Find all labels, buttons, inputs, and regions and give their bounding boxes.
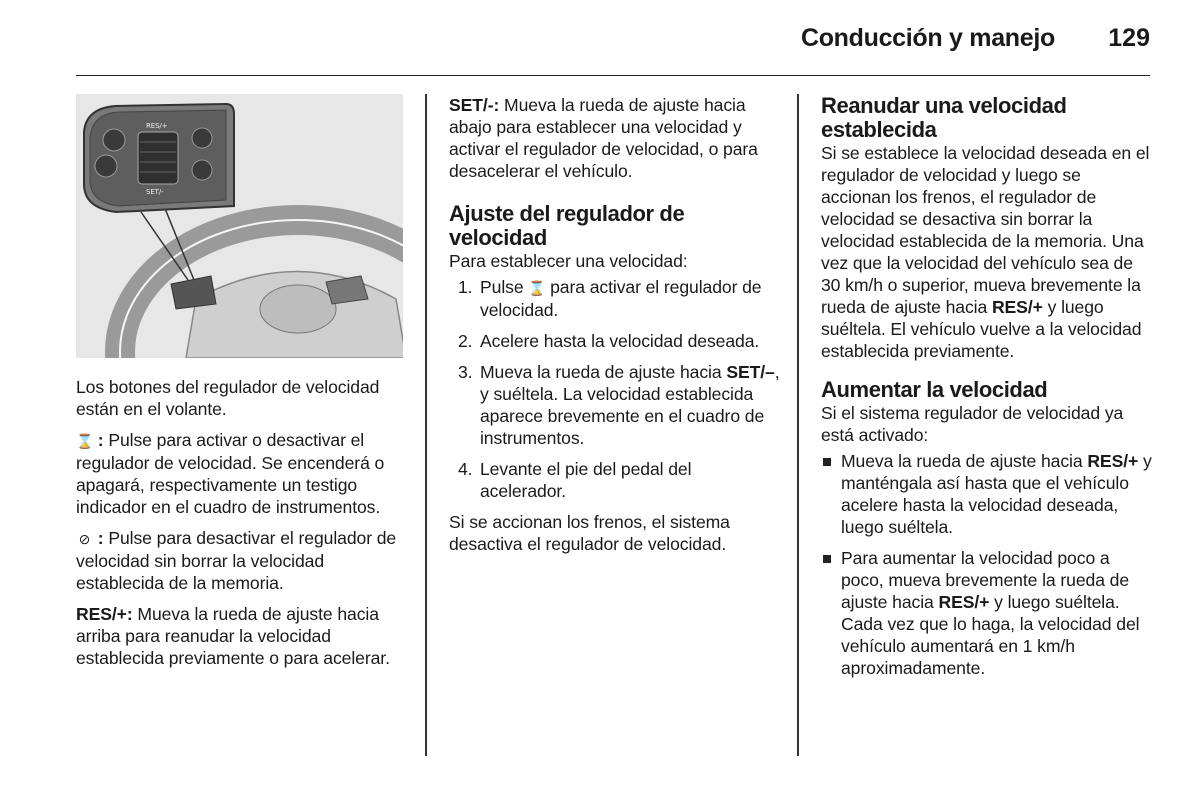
steps-lead: Para establecer una velocidad: [449, 251, 688, 271]
paragraph-text: Si se establece la velocidad deseada en el regulador de velocidad y luego se accionan los frenos, el regulador de velocidad se desactiva sin borrar la velocidad establecida de la memoria. Una vez que la velocidad del vehículo sea de 30 km/h o superior, mueva brevemente la rueda de ajuste hacia [821, 143, 1150, 317]
bullet-text: Mueva la rueda de ajuste hacia [841, 451, 1083, 471]
step-text: Mueva la rueda de ajuste hacia [480, 362, 722, 382]
bullet-text: y luego suéltela. Cada vez que lo haga, la velocidad del vehículo aumentará en 1 km/h aproximadamente. [841, 592, 1140, 678]
button-on-description [76, 429, 406, 518]
set-description [449, 94, 781, 182]
steps-list [449, 276, 781, 502]
res-description [76, 603, 406, 669]
section-heading: Aumentar la velocidad [821, 377, 1048, 402]
step-text: Acelere hasta la velocidad deseada. [480, 331, 760, 351]
steering-wheel-illustration [76, 94, 403, 358]
column-middle [449, 94, 781, 564]
list-item [449, 458, 781, 502]
list-item [449, 276, 781, 321]
step-number: 3. [458, 362, 473, 382]
section-heading: Ajuste del regulador de velocidad [449, 201, 685, 250]
bold-term: RES/+ [938, 592, 990, 612]
step-number: 2. [458, 331, 473, 351]
column-divider [797, 94, 799, 756]
list-item [821, 547, 1153, 679]
column-divider [425, 94, 427, 756]
paragraph-text: y luego suéltela. El vehículo vuelve a la velocidad establecida previamente. [821, 297, 1142, 361]
button-off-description [76, 527, 406, 594]
bold-term: RES/+ [1087, 451, 1139, 471]
button-on-label: : [97, 430, 104, 450]
resume-paragraph [821, 142, 1153, 362]
list-item [449, 330, 781, 352]
step-text: , y suéltela. La velocidad establecida aparece brevemente en el cuadro de instrumentos. [480, 362, 780, 448]
step-number: 1. [458, 277, 473, 297]
increase-lead: Si el sistema regulador de velocidad ya está activado: [821, 403, 1124, 445]
column-right [821, 94, 1153, 688]
button-off-label: : [97, 528, 104, 548]
bullet-marker [823, 555, 831, 563]
list-item [821, 450, 1153, 538]
step-bold-term: SET/– [726, 362, 775, 382]
page-number: 129 [1108, 24, 1150, 52]
step-text: Levante el pie del pedal del acelerador. [480, 459, 692, 501]
section-heading: Reanudar una velocidad establecida [821, 93, 1067, 142]
set-text: Mueva la rueda de ajuste hacia abajo para establecer una velocidad y activar el regulador de velocidad, o para desacelerar el vehículo. [449, 95, 758, 181]
cruise-control-icon: ⌛ [528, 280, 546, 296]
list-item [449, 361, 781, 449]
set-label: SET/- [146, 188, 164, 196]
steering-wheel-drawing [76, 94, 403, 358]
bullet-text: Para aumentar la velocidad poco a poco, mueva brevemente la rueda de ajuste hacia [841, 548, 1130, 612]
button-on-text: Pulse para activar o desactivar el regulador de velocidad. Se encenderá o apagará, respectivamente un testigo indicador en el cuadro de instrumentos. [76, 430, 385, 517]
column-left [76, 94, 406, 678]
section-title: Conducción y manejo [800, 24, 1055, 52]
page-header [76, 22, 1150, 76]
step-text: para activar el regulador de velocidad. [480, 277, 762, 320]
cruise-control-icon: ⌛ [76, 433, 94, 449]
res-term: RES/+: [76, 604, 133, 624]
intro-paragraph: Los botones del regulador de velocidad están en el volante. [76, 377, 380, 419]
res-text: Mueva la rueda de ajuste hacia arriba para reanudar la velocidad establecida previamente o para acelerar. [76, 604, 390, 668]
step-text: Pulse [480, 277, 524, 297]
set-term: SET/-: [449, 95, 500, 115]
step-number: 4. [458, 459, 473, 479]
bold-term: RES/+ [991, 297, 1043, 317]
res-label: RES/+ [146, 122, 168, 130]
outro-paragraph: Si se accionan los frenos, el sistema desactiva el regulador de velocidad. [449, 512, 730, 554]
cruise-control-off-icon: ⊘ [78, 531, 91, 547]
bullet-marker [823, 458, 831, 466]
button-off-text: Pulse para desactivar el regulador de velocidad sin borrar la velocidad establecida de la memoria. [76, 528, 397, 593]
bullet-list [821, 450, 1153, 679]
bullet-text: y manténgala así hasta que el vehículo acelere hasta la velocidad deseada, luego suéltela. [841, 451, 1152, 537]
